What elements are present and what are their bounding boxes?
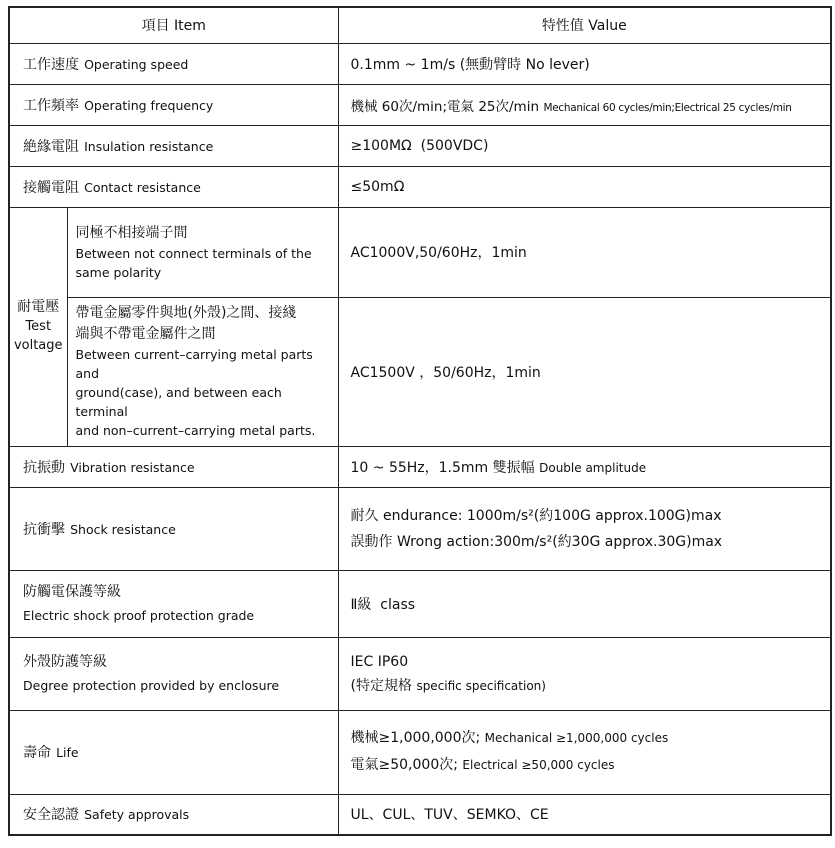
item-label-en: Insulation resistance [84, 138, 214, 154]
table-row [9, 125, 831, 166]
table-row [9, 794, 831, 835]
header-row [9, 7, 831, 43]
header-item: 項目 Item [9, 7, 338, 43]
value-text-2-zh: 電氣≥50,000次; [350, 757, 458, 773]
item-label-zh: 防觸電保護等級 [23, 583, 121, 600]
item-label-zh: 接觸電阻 [23, 179, 79, 196]
item-label-en: Operating speed [84, 56, 189, 72]
table-row [9, 207, 831, 297]
value-text: UL、CUL、TUV、SEMKO、CE [350, 807, 549, 824]
value-cell [338, 166, 831, 207]
value-text-1-zh: 機械≥1,000,000次; [350, 730, 481, 746]
item-cell [67, 207, 338, 297]
item-label-en: Life [56, 745, 79, 760]
test-voltage-label-en-2: voltage [13, 338, 63, 353]
item-cell [9, 166, 338, 207]
item-label-zh-2: 端與不帶電金屬件之間 [75, 326, 216, 342]
item-label-zh: 抗衝擊 [23, 521, 65, 538]
specification-table [8, 6, 832, 836]
value-text: Ⅱ級 class [350, 596, 416, 613]
header-value: 特性值 Value [338, 7, 831, 43]
value-text-2-zh: (特定規格 [350, 677, 412, 694]
table-row [9, 446, 831, 487]
item-cell [9, 794, 338, 835]
item-cell [9, 570, 338, 637]
value-cell [338, 570, 831, 637]
item-label-en-2: ground(case), and between each terminal [75, 385, 282, 419]
item-label-en: Contact resistance [84, 179, 201, 195]
item-cell [9, 446, 338, 487]
table-row [9, 710, 831, 794]
test-voltage-label-cell [9, 207, 67, 446]
value-text: ≥100MΩ (500VDC) [350, 137, 489, 154]
value-text: 0.1mm ~ 1m/s (無動臂時 No lever) [350, 56, 590, 73]
item-cell [9, 710, 338, 794]
value-text-2: 誤動作 Wrong action:300m/s²(約30G approx.30G)max [350, 533, 723, 550]
value-cell [338, 446, 831, 487]
item-label-en: Operating frequency [84, 97, 214, 113]
value-text: AC1500V ，50/60Hz，1min [350, 364, 541, 381]
table-row [9, 43, 831, 84]
test-voltage-label-zh: 耐電壓 [17, 299, 60, 315]
value-cell [338, 125, 831, 166]
value-text-1: 耐久 endurance: 1000m/s²(約100G approx.100G)max [350, 507, 722, 524]
item-label-en: Safety approvals [84, 807, 190, 823]
value-text-1-en: Mechanical ≥1,000,000 cycles [484, 731, 669, 745]
item-label-en-1: Between not connect terminals of the [75, 245, 312, 261]
item-cell [9, 125, 338, 166]
value-cell [338, 637, 831, 710]
item-label-en-3: and non–current–carrying metal parts. [75, 423, 316, 438]
table-row [9, 487, 831, 570]
table-row [9, 166, 831, 207]
item-label-zh: 工作頻率 [23, 97, 79, 114]
item-label-zh: 抗振動 [23, 459, 65, 476]
value-cell [338, 710, 831, 794]
value-text: ≤50mΩ [350, 178, 405, 195]
item-cell [67, 297, 338, 446]
item-label-en: Vibration resistance [70, 459, 195, 475]
test-voltage-label-en-1: Test [25, 319, 52, 334]
table-row [9, 84, 831, 125]
item-label-zh: 壽命 [23, 745, 51, 761]
item-cell [9, 43, 338, 84]
value-text: 10 ~ 55Hz，1.5mm 雙振幅 [350, 459, 535, 476]
value-cell [338, 794, 831, 835]
item-label-zh: 同極不相接端子間 [75, 224, 188, 241]
item-label-zh: 工作速度 [23, 56, 79, 73]
value-text-zh: 機械 60次/min;電氣 25次/min [350, 98, 540, 115]
value-cell [338, 84, 831, 125]
item-label-zh: 外殼防護等級 [23, 653, 107, 670]
item-label-en: Electric shock proof protection grade [23, 607, 255, 623]
item-label-zh: 安全認證 [23, 807, 79, 824]
item-cell [9, 487, 338, 570]
item-label-en: Shock resistance [70, 521, 176, 537]
value-text-en: Double amplitude [539, 460, 647, 475]
item-label-en: Degree protection provided by enclosure [23, 677, 280, 693]
value-cell [338, 487, 831, 570]
value-text-2-en: Electrical ≥50,000 cycles [462, 758, 615, 772]
item-label-zh: 絶緣電阻 [23, 138, 79, 155]
item-cell [9, 637, 338, 710]
value-text-en: Mechanical 60 cycles/min;Electrical 25 cycles/min [543, 101, 792, 114]
value-text-1: IEC IP60 [350, 653, 409, 670]
value-cell [338, 207, 831, 297]
value-text-2-en: specific specification) [416, 678, 546, 693]
value-cell [338, 43, 831, 84]
table-row [9, 570, 831, 637]
item-label-en-1: Between current–carrying metal parts and [75, 347, 313, 381]
item-label-zh-1: 帶電金屬零件與地(外殼)之間、接綫 [75, 305, 297, 321]
item-cell [9, 84, 338, 125]
table-row [9, 637, 831, 710]
table-row [9, 297, 831, 446]
spec-sheet [8, 6, 830, 842]
value-text: AC1000V,50/60Hz，1min [350, 245, 527, 261]
item-label-en-2: same polarity [75, 264, 162, 280]
value-cell [338, 297, 831, 446]
